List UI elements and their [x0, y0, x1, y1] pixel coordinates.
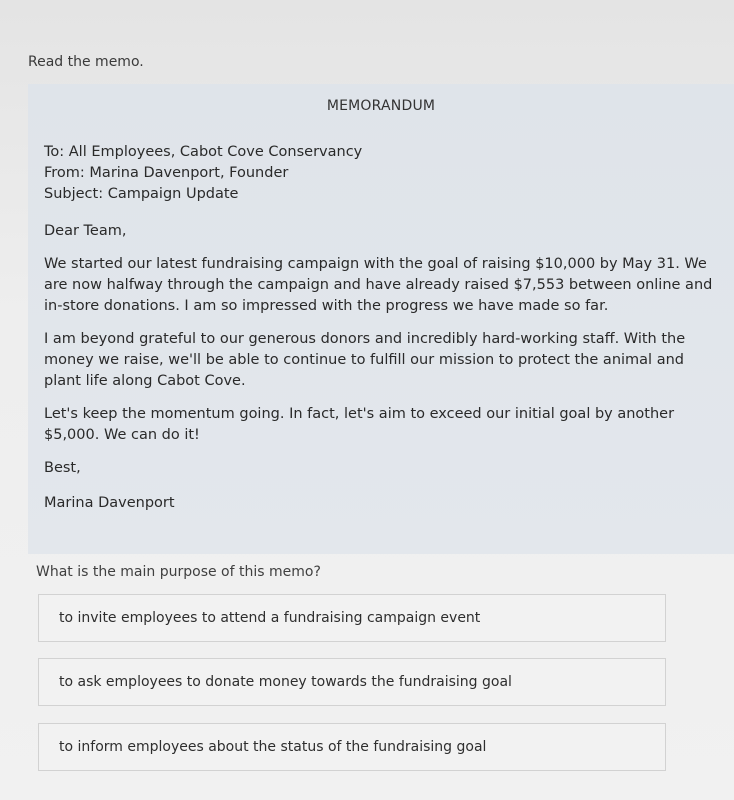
memo-subject-line: Subject: Campaign Update [44, 186, 239, 202]
memo-title: MEMORANDUM [326, 98, 436, 114]
memo-from-line: From: Marina Davenport, Founder [44, 165, 289, 181]
memo-to-line: To: All Employees, Cabot Cove Conservancy [44, 144, 363, 160]
memo-closing: Best, [44, 460, 81, 476]
answer-option-2[interactable]: to ask employees to donate money towards the fundraising goal [38, 658, 666, 706]
memo-paragraph: We started our latest fundraising campaign with the goal of raising $10,000 by May 31. We are now halfway through the campaign and have already raised $7,553 between online and in-store donations. I am so impressed with the progress we have made so far. [44, 256, 713, 314]
question-prompt: What is the main purpose of this memo? [36, 564, 321, 580]
memo-header [44, 142, 720, 205]
memo-salutation: Dear Team, [44, 223, 127, 239]
answer-option-3[interactable]: to inform employees about the status of the fundraising goal [38, 723, 666, 771]
answer-option-1[interactable]: to invite employees to attend a fundraising campaign event [38, 594, 666, 642]
memo-panel [28, 84, 734, 554]
memo-signature: Marina Davenport [44, 495, 175, 511]
instruction-text: Read the memo. [28, 54, 144, 70]
memo-paragraph: Let's keep the momentum going. In fact, let's aim to exceed our initial goal by another $5,000. We can do it! [44, 406, 675, 443]
memo-paragraph: I am beyond grateful to our generous donors and incredibly hard-working staff. With the money we raise, we'll be able to continue to fulfill our mission to protect the animal and plant life along Cabot Cove. [44, 331, 686, 389]
memo-body [44, 142, 720, 514]
